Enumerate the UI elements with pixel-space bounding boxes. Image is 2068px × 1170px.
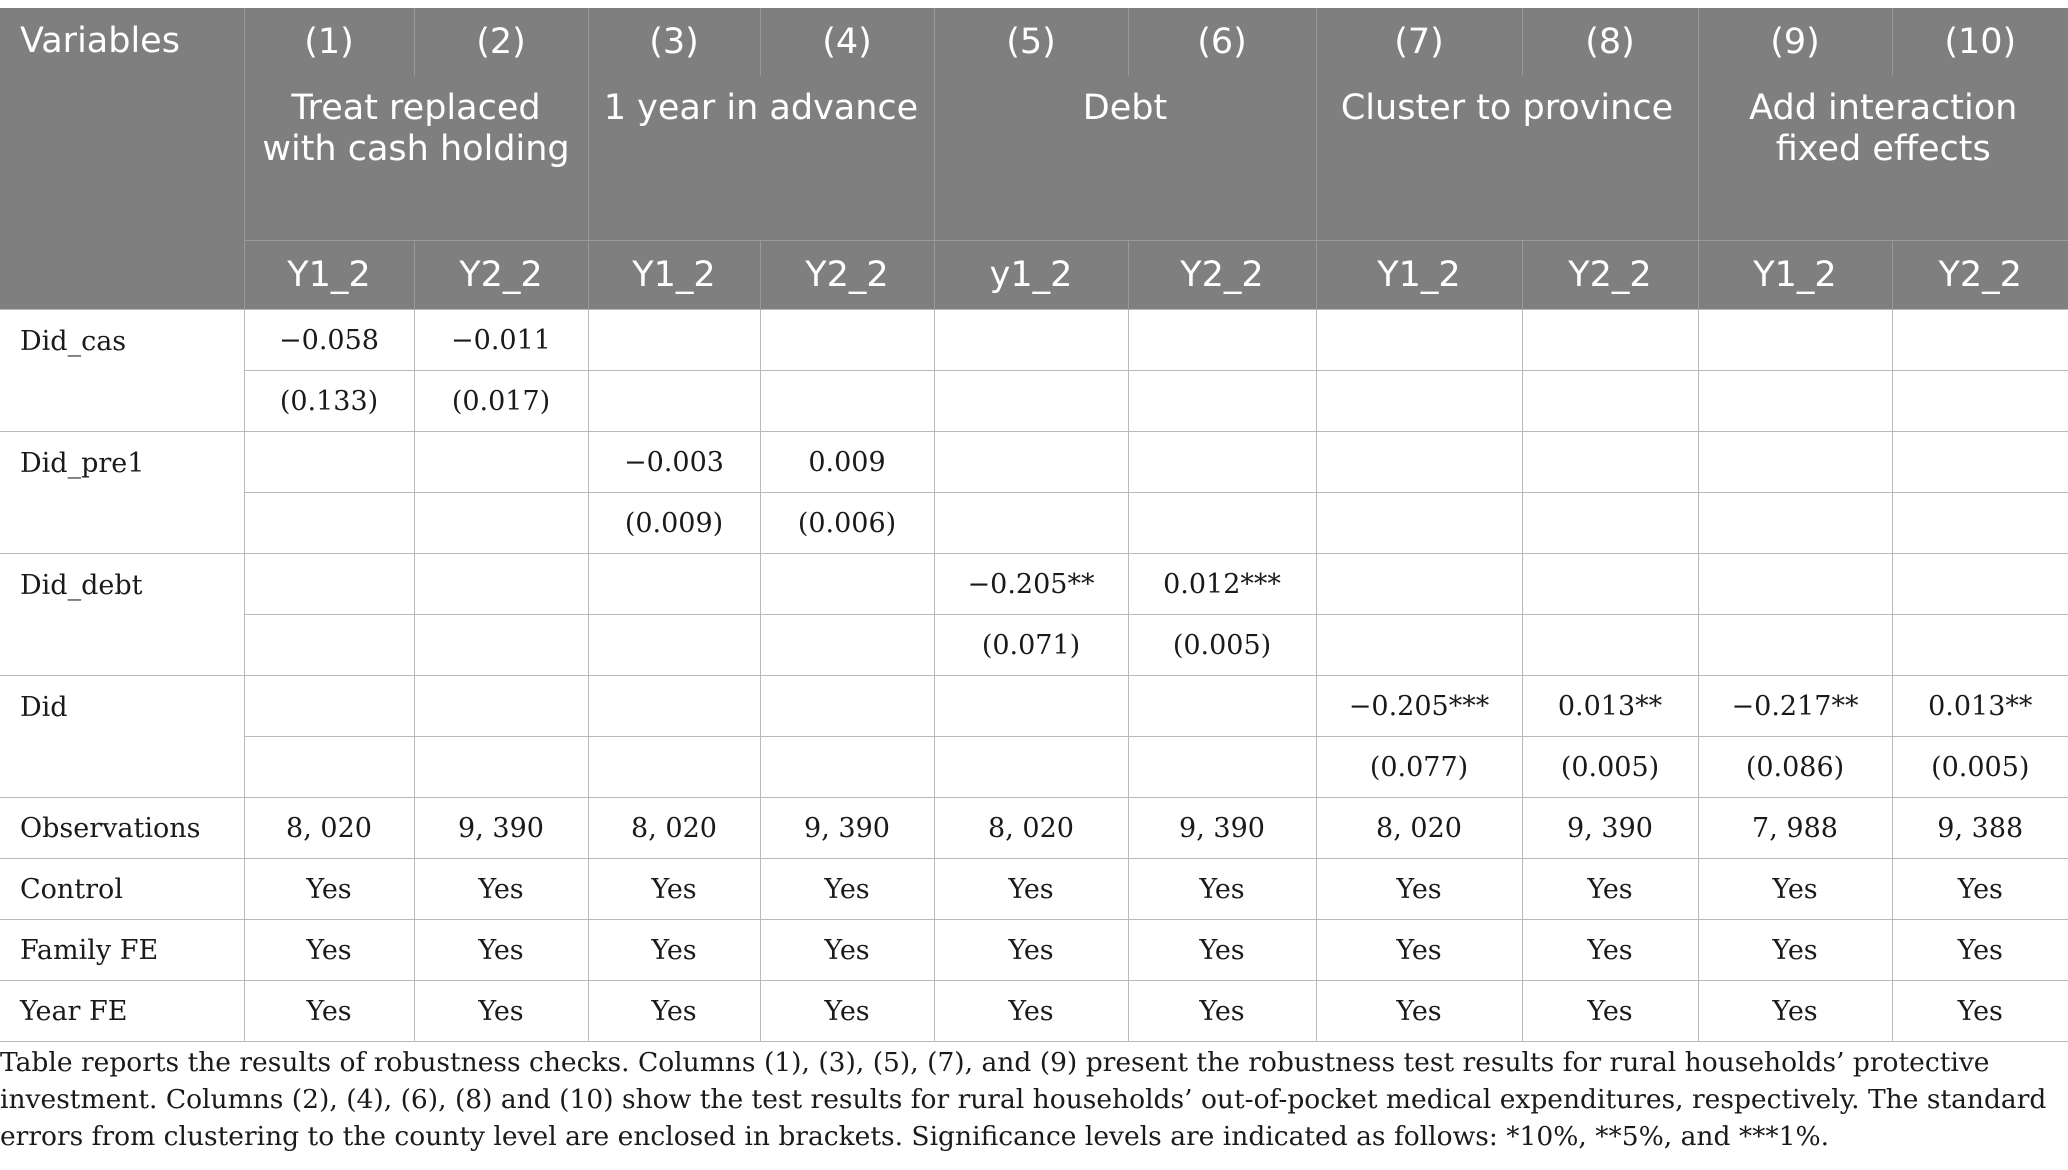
standard-error-cell bbox=[1128, 493, 1316, 554]
statistic-cell: 8, 020 bbox=[588, 798, 760, 859]
variable-label: Did_cas bbox=[0, 310, 244, 432]
statistic-cell: Yes bbox=[1522, 859, 1698, 920]
standard-error-cell: (0.071) bbox=[934, 615, 1128, 676]
standard-error-cell bbox=[1892, 615, 2068, 676]
standard-error-cell bbox=[1892, 371, 2068, 432]
standard-error-cell bbox=[1522, 371, 1698, 432]
standard-error-row bbox=[0, 493, 2068, 554]
statistic-label: Observations bbox=[0, 798, 244, 859]
group-header-row bbox=[0, 76, 2068, 241]
coefficient-cell bbox=[588, 310, 760, 371]
column-number: (4) bbox=[760, 8, 934, 76]
statistic-row bbox=[0, 920, 2068, 981]
statistic-cell: 9, 390 bbox=[414, 798, 588, 859]
statistic-cell: Yes bbox=[588, 920, 760, 981]
standard-error-cell bbox=[1316, 615, 1522, 676]
coefficient-cell: −0.011 bbox=[414, 310, 588, 371]
statistic-label: Family FE bbox=[0, 920, 244, 981]
coefficient-cell: −0.003 bbox=[588, 432, 760, 493]
dependent-variable: Y2_2 bbox=[760, 241, 934, 310]
standard-error-cell bbox=[1522, 493, 1698, 554]
coefficient-row bbox=[0, 432, 2068, 493]
dependent-variable-row bbox=[0, 241, 2068, 310]
column-number: (3) bbox=[588, 8, 760, 76]
coefficient-cell bbox=[414, 676, 588, 737]
standard-error-cell bbox=[244, 737, 414, 798]
standard-error-cell bbox=[414, 737, 588, 798]
standard-error-cell bbox=[1316, 493, 1522, 554]
standard-error-cell: (0.133) bbox=[244, 371, 414, 432]
statistic-cell: Yes bbox=[1128, 920, 1316, 981]
dependent-variable: Y1_2 bbox=[1698, 241, 1892, 310]
statistic-cell: Yes bbox=[1128, 859, 1316, 920]
coefficient-cell bbox=[1128, 310, 1316, 371]
standard-error-cell bbox=[1316, 371, 1522, 432]
standard-error-cell bbox=[1698, 615, 1892, 676]
statistic-cell: Yes bbox=[588, 859, 760, 920]
group-header-year-advance: 1 year in advance bbox=[588, 76, 934, 241]
coefficient-cell bbox=[244, 676, 414, 737]
statistic-cell: Yes bbox=[1892, 859, 2068, 920]
coefficient-cell bbox=[934, 432, 1128, 493]
statistic-cell: Yes bbox=[1522, 981, 1698, 1042]
variables-header: Variables bbox=[0, 8, 244, 310]
standard-error-cell bbox=[760, 615, 934, 676]
dependent-variable: y1_2 bbox=[934, 241, 1128, 310]
table-body bbox=[0, 310, 2068, 1042]
standard-error-cell: (0.006) bbox=[760, 493, 934, 554]
statistic-row bbox=[0, 798, 2068, 859]
standard-error-row bbox=[0, 615, 2068, 676]
coefficient-cell: 0.012*** bbox=[1128, 554, 1316, 615]
coefficient-cell bbox=[1892, 554, 2068, 615]
standard-error-cell bbox=[588, 615, 760, 676]
column-number: (1) bbox=[244, 8, 414, 76]
column-number: (6) bbox=[1128, 8, 1316, 76]
standard-error-cell bbox=[1698, 493, 1892, 554]
statistic-cell: Yes bbox=[1892, 920, 2068, 981]
coefficient-cell bbox=[1522, 554, 1698, 615]
standard-error-cell bbox=[244, 615, 414, 676]
coefficient-cell bbox=[1892, 432, 2068, 493]
coefficient-cell bbox=[760, 310, 934, 371]
statistic-cell: Yes bbox=[1522, 920, 1698, 981]
column-number: (9) bbox=[1698, 8, 1892, 76]
standard-error-cell: (0.009) bbox=[588, 493, 760, 554]
statistic-cell: Yes bbox=[1698, 920, 1892, 981]
statistic-cell: 9, 390 bbox=[1522, 798, 1698, 859]
group-header-interaction-fe: Add interaction fixed effects bbox=[1698, 76, 2068, 241]
coefficient-cell bbox=[1522, 432, 1698, 493]
coefficient-cell bbox=[1522, 310, 1698, 371]
coefficient-cell bbox=[1698, 310, 1892, 371]
coefficient-cell bbox=[244, 432, 414, 493]
standard-error-cell bbox=[414, 493, 588, 554]
standard-error-cell bbox=[760, 737, 934, 798]
standard-error-cell: (0.005) bbox=[1892, 737, 2068, 798]
statistic-cell: Yes bbox=[1316, 981, 1522, 1042]
coefficient-cell: −0.058 bbox=[244, 310, 414, 371]
column-number: (10) bbox=[1892, 8, 2068, 76]
coefficient-cell bbox=[934, 310, 1128, 371]
statistic-cell: Yes bbox=[934, 859, 1128, 920]
dependent-variable: Y1_2 bbox=[1316, 241, 1522, 310]
coefficient-cell: −0.217** bbox=[1698, 676, 1892, 737]
coefficient-cell bbox=[1128, 676, 1316, 737]
standard-error-cell bbox=[934, 493, 1128, 554]
statistic-cell: Yes bbox=[1698, 859, 1892, 920]
statistic-cell: 8, 020 bbox=[244, 798, 414, 859]
standard-error-cell: (0.077) bbox=[1316, 737, 1522, 798]
standard-error-cell bbox=[1698, 371, 1892, 432]
statistic-cell: Yes bbox=[414, 859, 588, 920]
statistic-cell: 9, 390 bbox=[760, 798, 934, 859]
statistic-row bbox=[0, 981, 2068, 1042]
coefficient-cell bbox=[414, 432, 588, 493]
statistic-label: Control bbox=[0, 859, 244, 920]
standard-error-cell bbox=[414, 615, 588, 676]
standard-error-row bbox=[0, 371, 2068, 432]
statistic-cell: Yes bbox=[760, 920, 934, 981]
standard-error-cell bbox=[588, 737, 760, 798]
column-number-row bbox=[0, 8, 2068, 76]
statistic-cell: 8, 020 bbox=[1316, 798, 1522, 859]
statistic-cell: Yes bbox=[934, 920, 1128, 981]
standard-error-cell bbox=[1892, 493, 2068, 554]
statistic-cell: 9, 388 bbox=[1892, 798, 2068, 859]
coefficient-cell bbox=[1316, 554, 1522, 615]
standard-error-cell bbox=[244, 493, 414, 554]
statistic-cell: Yes bbox=[414, 981, 588, 1042]
statistic-cell: Yes bbox=[1892, 981, 2068, 1042]
dependent-variable: Y1_2 bbox=[244, 241, 414, 310]
dependent-variable: Y2_2 bbox=[1522, 241, 1698, 310]
coefficient-cell bbox=[588, 676, 760, 737]
coefficient-cell bbox=[588, 554, 760, 615]
dependent-variable: Y2_2 bbox=[1128, 241, 1316, 310]
standard-error-cell: (0.005) bbox=[1128, 615, 1316, 676]
coefficient-cell: 0.013** bbox=[1892, 676, 2068, 737]
statistic-cell: Yes bbox=[414, 920, 588, 981]
group-header-cash-holding: Treat replaced with cash holding bbox=[244, 76, 588, 241]
statistic-cell: Yes bbox=[760, 859, 934, 920]
group-header-debt: Debt bbox=[934, 76, 1316, 241]
standard-error-cell: (0.017) bbox=[414, 371, 588, 432]
coefficient-row bbox=[0, 310, 2068, 371]
statistic-cell: Yes bbox=[588, 981, 760, 1042]
standard-error-cell bbox=[588, 371, 760, 432]
coefficient-cell bbox=[1698, 554, 1892, 615]
coefficient-cell bbox=[414, 554, 588, 615]
statistic-cell: Yes bbox=[760, 981, 934, 1042]
coefficient-cell: 0.013** bbox=[1522, 676, 1698, 737]
coefficient-cell bbox=[1892, 310, 2068, 371]
column-number: (2) bbox=[414, 8, 588, 76]
dependent-variable: Y2_2 bbox=[1892, 241, 2068, 310]
statistic-cell: 7, 988 bbox=[1698, 798, 1892, 859]
coefficient-cell: −0.205** bbox=[934, 554, 1128, 615]
variable-label: Did bbox=[0, 676, 244, 798]
coefficient-row bbox=[0, 676, 2068, 737]
statistic-cell: Yes bbox=[244, 981, 414, 1042]
coefficient-cell bbox=[1698, 432, 1892, 493]
standard-error-cell bbox=[1128, 737, 1316, 798]
statistic-cell: Yes bbox=[934, 981, 1128, 1042]
standard-error-cell bbox=[934, 371, 1128, 432]
standard-error-cell: (0.086) bbox=[1698, 737, 1892, 798]
column-number: (7) bbox=[1316, 8, 1522, 76]
standard-error-row bbox=[0, 737, 2068, 798]
column-number: (5) bbox=[934, 8, 1128, 76]
statistic-cell: Yes bbox=[1698, 981, 1892, 1042]
coefficient-cell: 0.009 bbox=[760, 432, 934, 493]
variable-label: Did_pre1 bbox=[0, 432, 244, 554]
coefficient-cell bbox=[760, 676, 934, 737]
statistic-row bbox=[0, 859, 2068, 920]
table-footnote: Table reports the results of robustness checks. Columns (1), (3), (5), (7), and (9) present the robustness test results for rural households’ protective investment. Columns (2), (4), (6), (8) and (10) show the test results for rural households’ out-of-pocket medical expenditures, respectively. The standard errors from clustering to the county level are enclosed in brackets. Significance levels are indicated as follows: *10%, **5%, and ***1%. bbox=[0, 1047, 2047, 1152]
statistic-cell: Yes bbox=[244, 920, 414, 981]
statistic-cell: Yes bbox=[1316, 859, 1522, 920]
results-table-container bbox=[0, 8, 2068, 1042]
standard-error-cell bbox=[1128, 371, 1316, 432]
robustness-table bbox=[0, 8, 2068, 1042]
statistic-cell: 8, 020 bbox=[934, 798, 1128, 859]
coefficient-cell bbox=[934, 676, 1128, 737]
statistic-cell: Yes bbox=[1316, 920, 1522, 981]
dependent-variable: Y2_2 bbox=[414, 241, 588, 310]
coefficient-cell bbox=[1316, 432, 1522, 493]
coefficient-cell bbox=[244, 554, 414, 615]
statistic-cell: Yes bbox=[244, 859, 414, 920]
coefficient-row bbox=[0, 554, 2068, 615]
coefficient-cell bbox=[760, 554, 934, 615]
standard-error-cell bbox=[760, 371, 934, 432]
variable-label: Did_debt bbox=[0, 554, 244, 676]
standard-error-cell: (0.005) bbox=[1522, 737, 1698, 798]
statistic-cell: 9, 390 bbox=[1128, 798, 1316, 859]
statistic-label: Year FE bbox=[0, 981, 244, 1042]
dependent-variable: Y1_2 bbox=[588, 241, 760, 310]
standard-error-cell bbox=[934, 737, 1128, 798]
group-header-cluster-province: Cluster to province bbox=[1316, 76, 1698, 241]
coefficient-cell: −0.205*** bbox=[1316, 676, 1522, 737]
column-number: (8) bbox=[1522, 8, 1698, 76]
standard-error-cell bbox=[1522, 615, 1698, 676]
statistic-cell: Yes bbox=[1128, 981, 1316, 1042]
coefficient-cell bbox=[1316, 310, 1522, 371]
coefficient-cell bbox=[1128, 432, 1316, 493]
